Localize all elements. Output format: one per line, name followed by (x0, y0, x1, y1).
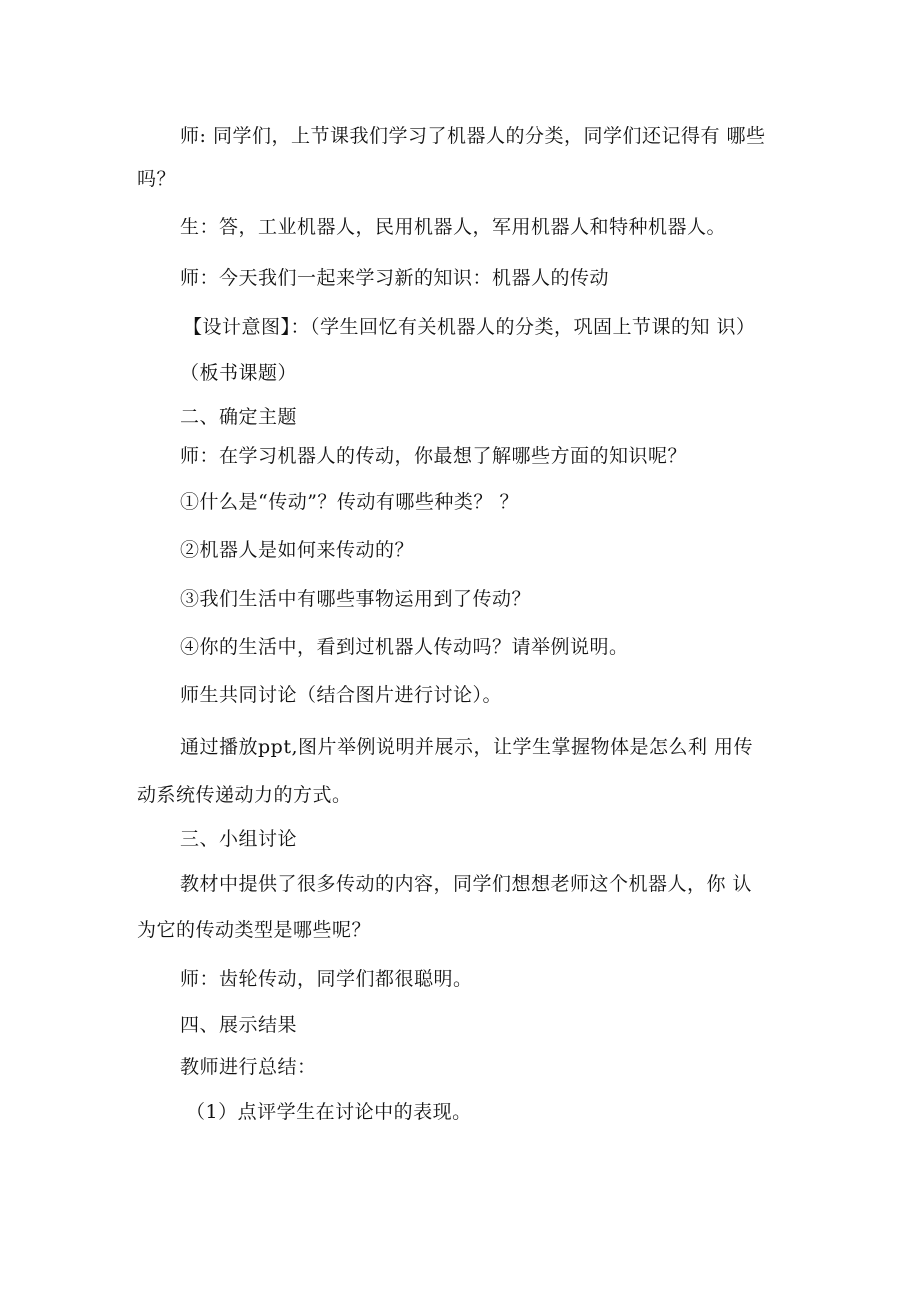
section-heading-topic: 二、确定主题 (180, 406, 298, 428)
paragraph-line-teacher-review: 师: 同学们，上节课我们学习了机器人的分类，同学们还记得有 哪些 (180, 125, 766, 147)
list-item-summary-1: （1）点评学生在讨论中的表现。 (186, 1101, 472, 1123)
paragraph-line-summary: 教师进行总结： (180, 1056, 317, 1078)
paragraph-line-textbook-cont: 为它的传动类型是哪些呢？ (137, 919, 372, 941)
paragraph-line-teacher-review-cont: 吗？ (137, 168, 177, 190)
paragraph-line-textbook: 教材中提供了很多传动的内容，同学们想想老师这个机器人，你 认 (180, 873, 753, 895)
paragraph-line-discussion: 师生共同讨论（结合图片进行讨论）。 (180, 684, 503, 706)
paragraph-line-gear: 师：齿轮传动，同学们都很聪明。 (180, 968, 473, 990)
list-item-1: ①什么是“传动”？传动有哪些种类？ ？ (180, 491, 519, 513)
section-heading-group-discussion: 三、小组讨论 (180, 828, 298, 850)
paragraph-line-student-answer: 生：答，工业机器人，民用机器人，军用机器人和特种机器人。 (180, 216, 727, 238)
list-item-4: ④你的生活中，看到过机器人传动吗？请举例说明。 (180, 636, 629, 658)
paragraph-line-ppt-cont: 动系统传递动力的方式。 (137, 784, 352, 806)
list-item-3: ③我们生活中有哪些事物运用到了传动？ (180, 588, 532, 610)
paragraph-line-teacher-question: 师：在学习机器人的传动，你最想了解哪些方面的知识呢？ (180, 445, 688, 467)
paragraph-line-ppt: 通过播放ppt,图片举例说明并展示，让学生掌握物体是怎么利 用传 (180, 736, 754, 758)
paragraph-line-design-intent: 【设计意图】：（学生回忆有关机器人的分类，巩固上节课的知 识） (183, 316, 756, 338)
section-heading-results: 四、展示结果 (180, 1014, 298, 1036)
paragraph-line-lesson-intro: 师：今天我们一起来学习新的知识：机器人的传动 (180, 267, 610, 289)
list-item-2: ②机器人是如何来传动的？ (180, 539, 415, 561)
paragraph-line-board-title: （板书课题） (180, 362, 298, 384)
